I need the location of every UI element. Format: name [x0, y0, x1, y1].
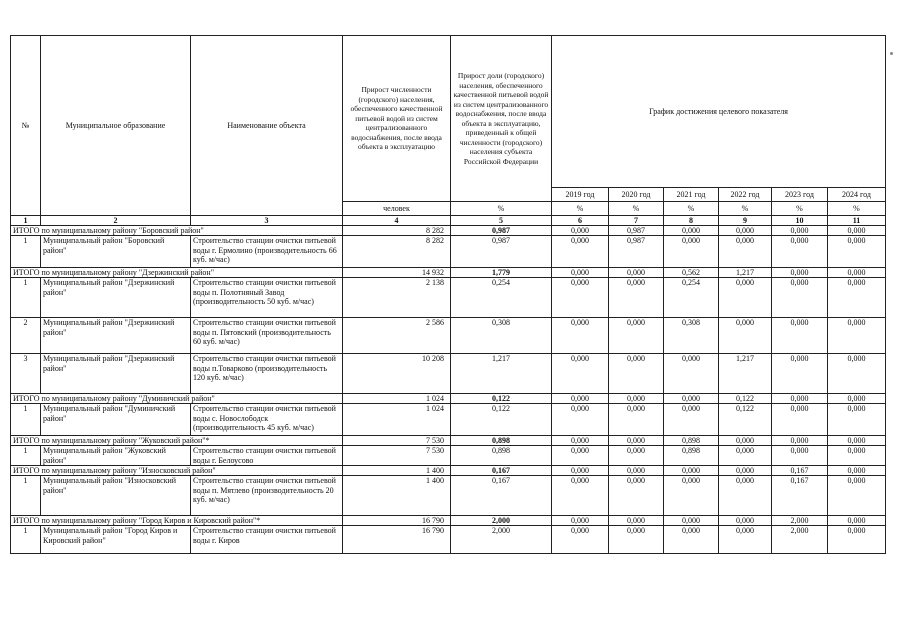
- share-cell: 0,167: [451, 476, 552, 516]
- header-year-2024: 2024 год: [828, 188, 886, 202]
- header-year-2023: 2023 год: [772, 188, 828, 202]
- header-municipality: Муниципальное образование: [41, 36, 191, 216]
- year-value-cell: 0,000: [828, 236, 886, 268]
- row-number: 1: [11, 278, 41, 318]
- people-cell: 2 586: [343, 318, 451, 354]
- year-value-cell: 0,000: [664, 394, 719, 404]
- people-cell: 14 932: [343, 268, 451, 278]
- column-number: 6: [552, 216, 609, 226]
- header-year-2020: 2020 год: [609, 188, 664, 202]
- column-number: 4: [343, 216, 451, 226]
- table-row: [11, 318, 886, 354]
- unit-percent: %: [664, 202, 719, 216]
- year-value-cell: 0,167: [772, 476, 828, 516]
- share-cell: 0,987: [451, 236, 552, 268]
- year-value-cell: 0,000: [609, 516, 664, 526]
- people-cell: 1 024: [343, 404, 451, 436]
- year-value-cell: 0,000: [552, 236, 609, 268]
- year-value-cell: 0,000: [609, 318, 664, 354]
- year-value-cell: 0,000: [772, 226, 828, 236]
- header-year-2021: 2021 год: [664, 188, 719, 202]
- header-growth-share: Прирост доли (городского) населения, обеспеченного качественной питьевой водой из систем централизованного водоснабжения, после ввода объекта в эксплуатацию, приведенный к общей численности (городского) населения субъекта Российской Федерации: [451, 36, 552, 202]
- header-no: №: [11, 36, 41, 216]
- year-value-cell: 0,000: [609, 466, 664, 476]
- object-cell: Строительство станции очистки питьевой воды п. Полотняный Завод (производительность 50 куб. м/час): [191, 278, 343, 318]
- table-row: [11, 354, 886, 394]
- share-cell: 0,122: [451, 404, 552, 436]
- year-value-cell: 0,000: [609, 526, 664, 554]
- table-body: [11, 36, 886, 554]
- column-number: 2: [41, 216, 191, 226]
- object-cell: Строительство станции очистки питьевой воды г. Киров: [191, 526, 343, 554]
- column-number: 10: [772, 216, 828, 226]
- year-value-cell: 0,000: [552, 526, 609, 554]
- people-cell: 2 138: [343, 278, 451, 318]
- year-value-cell: 0,000: [828, 354, 886, 394]
- year-value-cell: 0,000: [828, 466, 886, 476]
- column-number: 5: [451, 216, 552, 226]
- object-cell: Строительство станции очистки питьевой воды п. Пятовский (производительность 60 куб. м/час): [191, 318, 343, 354]
- column-number: 9: [719, 216, 772, 226]
- column-number: 3: [191, 216, 343, 226]
- year-value-cell: 1,217: [719, 268, 772, 278]
- people-cell: 7 530: [343, 436, 451, 446]
- row-number: 1: [11, 526, 41, 554]
- total-row: [11, 226, 886, 236]
- year-value-cell: 0,000: [772, 268, 828, 278]
- row-number: 1: [11, 404, 41, 436]
- table-row: [11, 476, 886, 516]
- total-label: ИТОГО по муниципальному району "Износковский район": [11, 466, 343, 476]
- year-value-cell: 0,000: [664, 226, 719, 236]
- year-value-cell: 0,000: [609, 436, 664, 446]
- object-cell: Строительство станции очистки питьевой воды с. Новослободск (производительность 45 куб. м/час): [191, 404, 343, 436]
- year-value-cell: 0,000: [828, 268, 886, 278]
- row-number: 2: [11, 318, 41, 354]
- year-value-cell: 0,000: [609, 268, 664, 278]
- share-cell: 0,167: [451, 466, 552, 476]
- share-cell: 0,898: [451, 446, 552, 466]
- year-value-cell: 0,000: [772, 404, 828, 436]
- unit-people: человек: [343, 202, 451, 216]
- people-cell: 7 530: [343, 446, 451, 466]
- column-number: 11: [828, 216, 886, 226]
- share-cell: 0,898: [451, 436, 552, 446]
- year-value-cell: 0,000: [828, 404, 886, 436]
- year-value-cell: 2,000: [772, 516, 828, 526]
- year-value-cell: 0,000: [828, 446, 886, 466]
- share-cell: 2,000: [451, 526, 552, 554]
- year-value-cell: 0,122: [719, 404, 772, 436]
- year-value-cell: 0,000: [719, 226, 772, 236]
- year-value-cell: 0,000: [552, 394, 609, 404]
- year-value-cell: 0,000: [664, 526, 719, 554]
- year-value-cell: 0,000: [772, 354, 828, 394]
- year-value-cell: 0,000: [719, 466, 772, 476]
- header-object: Наименование объекта: [191, 36, 343, 216]
- year-value-cell: 0,000: [719, 516, 772, 526]
- header-schedule: График достижения целевого показателя: [552, 36, 886, 188]
- people-cell: 10 208: [343, 354, 451, 394]
- row-number: 3: [11, 354, 41, 394]
- column-number: 1: [11, 216, 41, 226]
- year-value-cell: 0,000: [552, 476, 609, 516]
- people-cell: 8 282: [343, 236, 451, 268]
- municipality-cell: Муниципальный район "Дзержинский район": [41, 354, 191, 394]
- year-value-cell: 0,000: [772, 318, 828, 354]
- total-row: [11, 268, 886, 278]
- year-value-cell: 0,167: [772, 466, 828, 476]
- year-value-cell: 0,122: [719, 394, 772, 404]
- unit-percent: %: [609, 202, 664, 216]
- unit-percent: %: [772, 202, 828, 216]
- share-cell: 2,000: [451, 516, 552, 526]
- year-value-cell: 0,000: [828, 394, 886, 404]
- year-value-cell: 0,000: [772, 446, 828, 466]
- year-value-cell: 0,000: [828, 526, 886, 554]
- total-row: [11, 516, 886, 526]
- people-cell: 8 282: [343, 226, 451, 236]
- municipality-cell: Муниципальный район "Город Киров и Кировский район": [41, 526, 191, 554]
- year-value-cell: 0,000: [552, 226, 609, 236]
- year-value-cell: 0,000: [609, 476, 664, 516]
- municipality-cell: Муниципальный район "Дзержинский район": [41, 318, 191, 354]
- people-cell: 16 790: [343, 516, 451, 526]
- row-number: 1: [11, 476, 41, 516]
- year-value-cell: 0,000: [664, 404, 719, 436]
- scan-dot-mark: [890, 52, 893, 55]
- year-value-cell: 0,000: [719, 278, 772, 318]
- year-value-cell: 0,000: [719, 446, 772, 466]
- year-value-cell: 0,000: [772, 436, 828, 446]
- total-label: ИТОГО по муниципальному району "Боровский район": [11, 226, 343, 236]
- table-row: [11, 404, 886, 436]
- total-row: [11, 394, 886, 404]
- object-cell: Строительство станции очистки питьевой воды г. Ермолино (производительность 66 куб. м/час): [191, 236, 343, 268]
- year-value-cell: 0,000: [609, 354, 664, 394]
- object-cell: Строительство станции очистки питьевой воды г. Белоусово: [191, 446, 343, 466]
- total-row: [11, 436, 886, 446]
- total-label: ИТОГО по муниципальному району "Дзержинский район": [11, 268, 343, 278]
- year-value-cell: 0,898: [664, 436, 719, 446]
- header-year-2022: 2022 год: [719, 188, 772, 202]
- year-value-cell: 0,000: [609, 394, 664, 404]
- unit-percent: %: [451, 202, 552, 216]
- year-value-cell: 0,000: [664, 354, 719, 394]
- year-value-cell: 0,000: [609, 278, 664, 318]
- year-value-cell: 0,898: [664, 446, 719, 466]
- year-value-cell: 0,000: [664, 516, 719, 526]
- table-row: [11, 446, 886, 466]
- unit-percent: %: [719, 202, 772, 216]
- row-number: 1: [11, 446, 41, 466]
- share-cell: 0,308: [451, 318, 552, 354]
- unit-percent: %: [828, 202, 886, 216]
- object-cell: Строительство станции очистки питьевой воды п.Товарково (производительность 120 куб. м/час): [191, 354, 343, 394]
- year-value-cell: 0,000: [719, 236, 772, 268]
- people-cell: 1 400: [343, 476, 451, 516]
- share-cell: 1,217: [451, 354, 552, 394]
- column-number: 8: [664, 216, 719, 226]
- people-cell: 16 790: [343, 526, 451, 554]
- unit-percent: %: [552, 202, 609, 216]
- year-value-cell: 0,000: [719, 318, 772, 354]
- year-value-cell: 0,000: [552, 278, 609, 318]
- share-cell: 0,987: [451, 226, 552, 236]
- people-cell: 1 024: [343, 394, 451, 404]
- year-value-cell: 0,000: [719, 476, 772, 516]
- year-value-cell: 0,000: [828, 476, 886, 516]
- year-value-cell: 0,000: [719, 436, 772, 446]
- municipality-cell: Муниципальный район "Износковский район": [41, 476, 191, 516]
- year-value-cell: 0,987: [609, 226, 664, 236]
- municipality-cell: Муниципальный район "Дзержинский район": [41, 278, 191, 318]
- year-value-cell: 0,000: [609, 446, 664, 466]
- year-value-cell: 0,000: [828, 516, 886, 526]
- year-value-cell: 0,000: [552, 318, 609, 354]
- year-value-cell: 2,000: [772, 526, 828, 554]
- year-value-cell: 0,000: [552, 436, 609, 446]
- year-value-cell: 0,000: [772, 278, 828, 318]
- column-number: 7: [609, 216, 664, 226]
- year-value-cell: 0,254: [664, 278, 719, 318]
- share-cell: 0,254: [451, 278, 552, 318]
- table-row: [11, 526, 886, 554]
- share-cell: 0,122: [451, 394, 552, 404]
- people-cell: 1 400: [343, 466, 451, 476]
- year-value-cell: 0,000: [552, 446, 609, 466]
- year-value-cell: 0,000: [609, 404, 664, 436]
- year-value-cell: 0,000: [772, 394, 828, 404]
- year-value-cell: 0,000: [828, 318, 886, 354]
- row-number: 1: [11, 236, 41, 268]
- total-label: ИТОГО по муниципальному району "Город Киров и Кировский район"*: [11, 516, 343, 526]
- municipality-cell: Муниципальный район "Жуковский район": [41, 446, 191, 466]
- object-cell: Строительство станции очистки питьевой воды п. Мятлево (производительность 20 куб. м/час): [191, 476, 343, 516]
- header-growth-population: Прирост численности (городского) населения, обеспеченного качественной питьевой водой из систем централизованного водоснабжения, после ввода объекта в эксплуатацию: [343, 36, 451, 202]
- year-value-cell: 0,000: [664, 476, 719, 516]
- header-year-2019: 2019 год: [552, 188, 609, 202]
- total-label: ИТОГО по муниципальному району "Жуковский район"*: [11, 436, 343, 446]
- year-value-cell: 0,000: [552, 354, 609, 394]
- water-supply-table: [10, 35, 886, 554]
- table-row: [11, 278, 886, 318]
- year-value-cell: 0,562: [664, 268, 719, 278]
- year-value-cell: 0,000: [552, 404, 609, 436]
- year-value-cell: 1,217: [719, 354, 772, 394]
- table-row: [11, 236, 886, 268]
- year-value-cell: 0,000: [664, 236, 719, 268]
- year-value-cell: 0,000: [552, 516, 609, 526]
- year-value-cell: 0,000: [772, 236, 828, 268]
- year-value-cell: 0,000: [828, 226, 886, 236]
- municipality-cell: Муниципальный район "Боровский район": [41, 236, 191, 268]
- total-row: [11, 466, 886, 476]
- share-cell: 1,779: [451, 268, 552, 278]
- year-value-cell: 0,000: [552, 466, 609, 476]
- year-value-cell: 0,000: [552, 268, 609, 278]
- year-value-cell: 0,000: [664, 466, 719, 476]
- year-value-cell: 0,000: [828, 436, 886, 446]
- year-value-cell: 0,308: [664, 318, 719, 354]
- year-value-cell: 0,000: [828, 278, 886, 318]
- year-value-cell: 0,000: [719, 526, 772, 554]
- municipality-cell: Муниципальный район "Думиничский район": [41, 404, 191, 436]
- year-value-cell: 0,987: [609, 236, 664, 268]
- total-label: ИТОГО по муниципальному району "Думиничский район": [11, 394, 343, 404]
